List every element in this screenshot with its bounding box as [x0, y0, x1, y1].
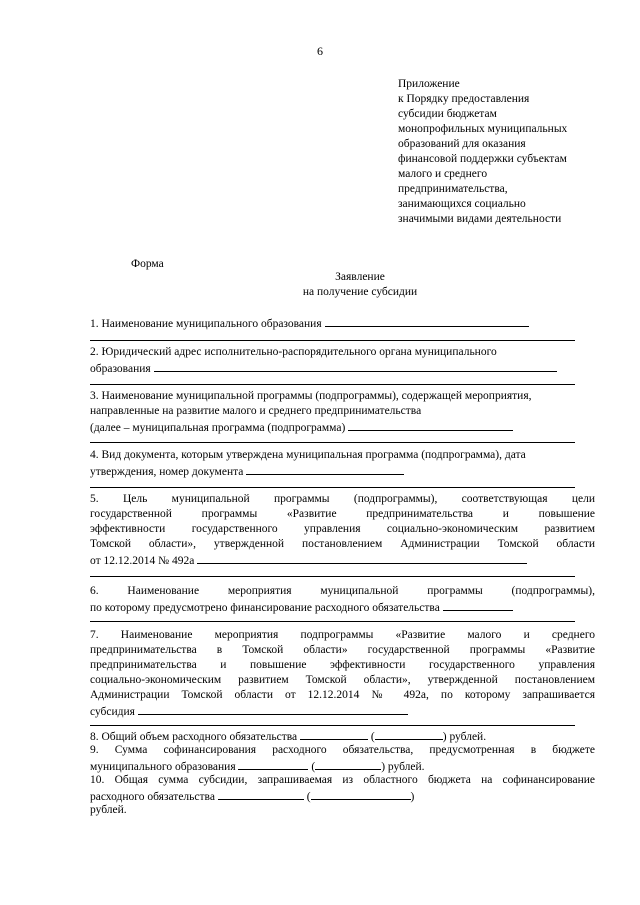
- form-label: Форма: [131, 258, 164, 270]
- item-label: государственной программы «Развитие предпринимательства и повышение: [90, 508, 595, 520]
- item-label: утверждения, номер документа: [90, 466, 244, 478]
- page-number: 6: [317, 44, 323, 58]
- total-obligation-words-field[interactable]: [375, 728, 443, 740]
- municipal-measure-field[interactable]: [443, 599, 513, 611]
- item-municipal-measure: [90, 584, 595, 614]
- state-measure-field[interactable]: [138, 703, 408, 715]
- item-label: расходного обязательства: [90, 791, 215, 803]
- item-label: от 12.12.2014 № 492а: [90, 555, 195, 567]
- item-label: 6. Наименование мероприятия муниципальной программы (подпрограммы),: [90, 585, 595, 597]
- item-municipality-name: [90, 315, 595, 330]
- item-label: 1. Наименование муниципального образования: [90, 318, 322, 330]
- appendix-line: занимающихся социально: [398, 198, 526, 210]
- appendix-line: финансовой поддержки субъектам: [398, 153, 567, 165]
- unit-label: ) рублей.: [442, 731, 487, 743]
- item-label: 4. Вид документа, которым утверждена муниципальная программа (подпрограмма), дата: [90, 449, 526, 461]
- item-total-obligation: [90, 728, 595, 743]
- paren-open: (: [311, 761, 316, 773]
- item-label: образования: [90, 363, 151, 375]
- title-line: на получение субсидии: [302, 286, 418, 298]
- unit-label: ) рублей.: [381, 761, 425, 773]
- appendix-line: субсидии бюджетам: [398, 108, 497, 120]
- appendix-line: Приложение: [398, 78, 460, 90]
- item-subsidy-amount: [90, 773, 595, 818]
- cofinancing-amount-field[interactable]: [238, 758, 308, 770]
- item-label: 2. Юридический адрес исполнительно-распорядительного органа муниципального: [90, 346, 497, 358]
- item-state-measure: [90, 628, 595, 718]
- item-program-goal: [90, 492, 595, 567]
- blank-line[interactable]: [90, 340, 575, 341]
- item-label: 7. Наименование мероприятия подпрограммы «Развитие малого и среднего: [90, 629, 595, 641]
- blank-line[interactable]: [90, 384, 575, 385]
- item-label: 9. Сумма софинансирования расходного обязательства, предусмотренная в бюджете: [90, 744, 595, 756]
- appendix-line: малого и среднего: [398, 168, 488, 180]
- item-label: муниципального образования: [90, 761, 236, 773]
- item-municipal-program: [90, 389, 595, 434]
- item-cofinancing-amount: [90, 743, 595, 773]
- paren-open: (: [370, 731, 375, 743]
- item-label: 3. Наименование муниципальной программы (подпрограммы), содержащей мероприятия,: [90, 390, 532, 402]
- blank-line[interactable]: [90, 621, 575, 622]
- appendix-line: предпринимательства,: [398, 183, 508, 195]
- approval-document-field[interactable]: [246, 463, 404, 475]
- cofinancing-words-field[interactable]: [315, 758, 381, 770]
- program-goal-field[interactable]: [197, 552, 527, 564]
- blank-line[interactable]: [90, 487, 575, 488]
- item-label: 10. Общая сумма субсидии, запрашиваемая из областного бюджета на софинансирование: [90, 774, 595, 786]
- blank-line[interactable]: [90, 442, 575, 443]
- blank-line[interactable]: [90, 725, 575, 726]
- item-label: 5. Цель муниципальной программы (подпрограммы), соответствующая цели: [90, 493, 595, 505]
- item-label: эффективности государственного управления социально-экономическим развитием: [90, 523, 595, 535]
- subsidy-amount-field[interactable]: [218, 788, 304, 800]
- item-label: субсидия: [90, 706, 135, 718]
- item-label: социально-экономическим развитием Томской области», утвержденной постановлением: [90, 674, 595, 686]
- municipal-program-field[interactable]: [348, 419, 513, 431]
- item-label: Томской области», утвержденной постановлением Администрации Томской области: [90, 538, 595, 550]
- subsidy-words-field[interactable]: [311, 788, 411, 800]
- item-label: Администрации Томской области от 12.12.2014 № 492а, по которому запрашивается: [90, 689, 595, 701]
- appendix-line: образований для оказания: [398, 138, 526, 150]
- item-label: направленные на развитие малого и среднего предпринимательства: [90, 405, 422, 417]
- item-label: по которому предусмотрено финансирование расходного обязательства: [90, 602, 440, 614]
- legal-address-field[interactable]: [154, 360, 557, 372]
- item-approval-document: [90, 448, 595, 478]
- title-line: Заявление: [335, 271, 385, 283]
- item-label: предпринимательства и повышение эффективности государственного управления: [90, 659, 595, 671]
- appendix-line: монопрофильных муниципальных: [398, 123, 568, 135]
- appendix-note: [398, 77, 628, 227]
- total-obligation-field[interactable]: [300, 728, 368, 740]
- paren-open: (: [306, 791, 311, 803]
- document-title: [0, 270, 640, 300]
- item-label: 8. Общий объем расходного обязательства: [90, 731, 298, 743]
- blank-line[interactable]: [90, 576, 575, 577]
- paren-close: ): [410, 791, 415, 803]
- municipality-name-field[interactable]: [325, 315, 529, 327]
- item-label: (далее – муниципальная программа (подпрограмма): [90, 422, 346, 434]
- appendix-line: значимыми видами деятельности: [398, 213, 562, 225]
- appendix-line: к Порядку предоставления: [398, 93, 530, 105]
- item-legal-address: [90, 345, 595, 375]
- unit-label: рублей.: [90, 804, 127, 816]
- item-label: предпринимательства в Томской области» государственной программы «Развитие: [90, 644, 595, 656]
